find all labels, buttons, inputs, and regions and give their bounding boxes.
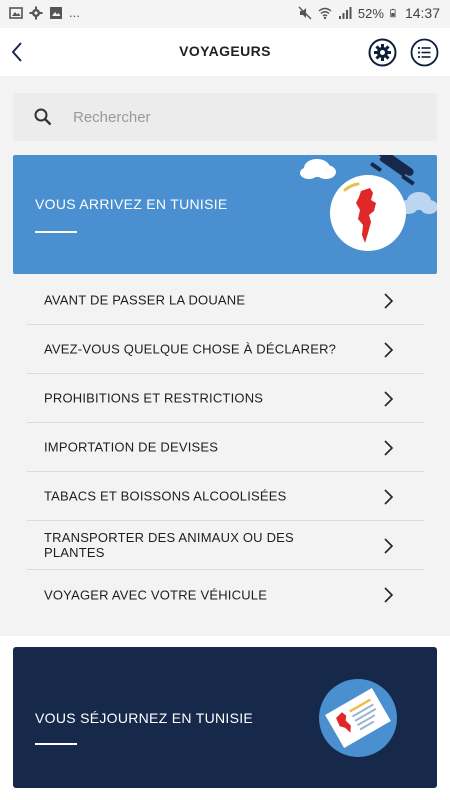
section-underline xyxy=(35,231,77,233)
battery-icon xyxy=(390,6,399,20)
list-item[interactable] xyxy=(27,570,424,619)
section-banner-arrival[interactable] xyxy=(13,155,437,274)
list-item[interactable] xyxy=(27,276,424,325)
section-banner-stay[interactable] xyxy=(13,647,437,788)
list-item-label: VOYAGER AVEC VOTRE VÉHICULE xyxy=(44,587,268,602)
chevron-right-icon xyxy=(382,438,394,458)
list-item-label: AVANT DE PASSER LA DOUANE xyxy=(44,292,246,308)
status-bar xyxy=(0,0,450,28)
page-title: VOYAGEURS xyxy=(179,43,271,59)
list-item[interactable] xyxy=(27,423,424,472)
gallery-icon xyxy=(49,6,63,20)
list-item-label: IMPORTATION DE DEVISES xyxy=(44,439,219,455)
passport-document-icon xyxy=(317,677,399,759)
mute-icon xyxy=(298,6,312,20)
list-item[interactable] xyxy=(27,374,424,423)
settings-notif-icon xyxy=(29,6,43,20)
list-item-label: TRANSPORTER DES ANIMAUX OU DES PLANTES xyxy=(44,530,294,560)
status-left xyxy=(9,5,80,20)
list-item[interactable] xyxy=(27,472,424,521)
app-header xyxy=(0,28,450,76)
list-item-label: TABACS ET BOISSONS ALCOOLISÉES xyxy=(44,488,287,504)
list-item[interactable] xyxy=(27,521,424,570)
status-time: 14:37 xyxy=(404,5,440,21)
list-item-label: PROHIBITIONS ET RESTRICTIONS xyxy=(44,390,264,406)
status-more: ... xyxy=(69,5,80,20)
image-icon xyxy=(9,6,23,20)
tunisia-globe-plane-icon xyxy=(298,155,437,274)
search-icon xyxy=(33,107,53,127)
signal-icon xyxy=(338,6,352,20)
chevron-right-icon xyxy=(382,389,394,409)
chevron-right-icon xyxy=(382,487,394,507)
list-icon[interactable] xyxy=(410,38,439,67)
search-bar xyxy=(13,93,437,141)
list-item[interactable] xyxy=(27,325,424,374)
section-underline xyxy=(35,743,77,745)
chevron-right-icon xyxy=(382,585,394,605)
chevron-right-icon xyxy=(382,536,394,556)
section-title-arrival: VOUS ARRIVEZ EN TUNISIE xyxy=(35,196,228,212)
arrival-topics-list xyxy=(13,276,437,627)
gear-icon[interactable] xyxy=(368,38,397,67)
list-item-label: AVEZ-VOUS QUELQUE CHOSE À DÉCLARER? xyxy=(44,341,337,357)
search-input[interactable] xyxy=(73,102,413,132)
wifi-icon xyxy=(318,6,332,20)
battery-percent: 52% xyxy=(357,5,384,21)
status-right xyxy=(298,5,440,21)
chevron-right-icon xyxy=(382,291,394,311)
chevron-right-icon xyxy=(382,340,394,360)
section-title-stay: VOUS SÉJOURNEZ EN TUNISIE xyxy=(35,710,254,726)
